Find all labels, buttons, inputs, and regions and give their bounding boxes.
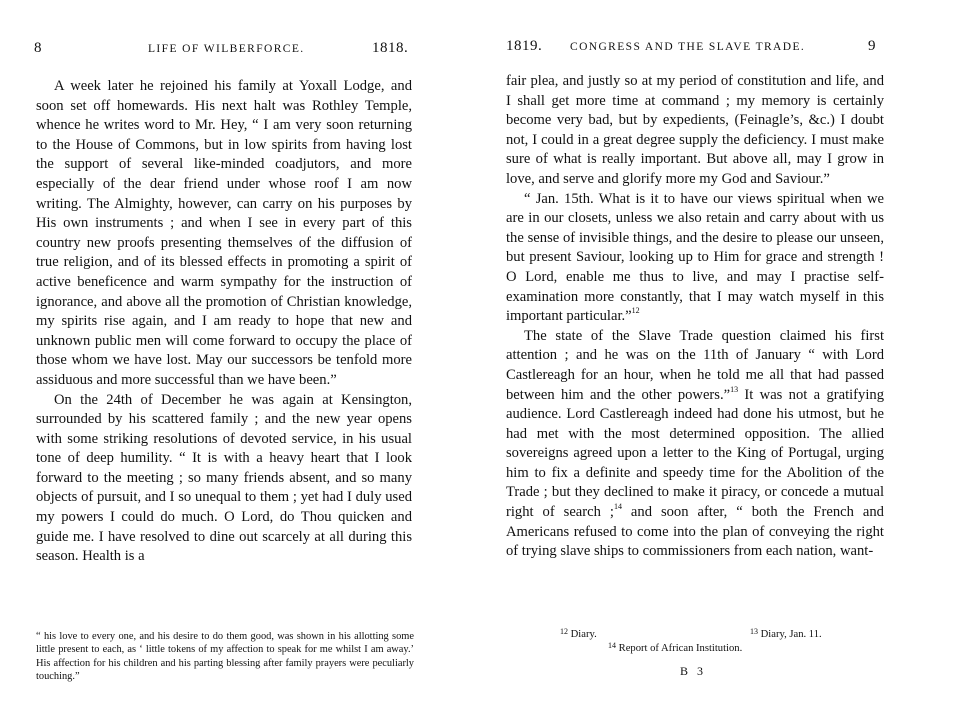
right-paragraph-2: [506, 190, 884, 327]
footnote-row-2: [506, 642, 884, 656]
footnote-12-number: 12: [560, 627, 568, 636]
right-page-header: [490, 38, 980, 60]
right-page-footnotes: [506, 628, 884, 656]
right-paragraph-2-text: “ Jan. 15th. What is it to have our views spiritual when we are in our closets, unless we also retain and carry about with us the sense of invisible things, and the desire to please our unseen, but present Saviour, looking up to Him for grace and strength ! O Lord, enable me thus to live, and may I practise self-examination more constantly, that I may watch myself in this important particular.”: [506, 190, 884, 325]
footnote-ref-13: 13: [730, 384, 739, 394]
right-running-title: CONGRESS AND THE SLAVE TRADE.: [570, 41, 806, 53]
signature-mark: B 3: [680, 664, 707, 678]
footnote-12: [560, 628, 597, 642]
right-page: [490, 0, 980, 705]
right-paragraph-1: fair plea, and justly so at my period of constitution and life, and I shall get more time at command ; my memory is certainly become very bad, but by expedients, (Feinagle’s, &c.) I doubt not, I could in a great degree supply the deficiency. I must make sure of what is really important. But above all, may I grow in love, and serve and glorify more my God and Saviour.”: [506, 73, 884, 187]
left-page-header: [0, 40, 490, 62]
left-footnote-text: “ his love to every one, and his desire to do them good, was shown in his allotting some little present to each, as ‘ little tokens of my affection to speak for me whilst I am away.’ His affection for his children and his parting blessing after family prayers were peculiarly touching.”: [36, 631, 414, 683]
right-page-number: 9: [868, 38, 876, 54]
right-paragraph-3-part-a: The state of the Slave Trade question claimed his first attention ; and he was on the 11th of January “ with Lord Castlereagh for an hour, when he told me all that had passed between him and the other powers.”: [506, 327, 884, 403]
left-page-body: [36, 77, 412, 567]
left-page-year: 1818.: [372, 40, 409, 56]
footnote-13: [750, 628, 822, 642]
left-running-title: LIFE OF WILBERFORCE.: [148, 43, 305, 55]
left-paragraph-1: A week later he rejoined his family at Yoxall Lodge, and soon set off homewards. His next halt was Rothley Temple, whence he writes word to Mr. Hey, “ I am very soon returning to the House of Commons, but in low spirits from having lost the support of several like-minded coadjutors, and more especially of the dear friend under whose roof I am now writing. The Almighty, however, can carry on his purposes by His own instruments ; and when I see in every part of this country new proofs presenting themselves of the diffusion of true religion, and of its blessed effects in promoting a spirit of active beneficence and warm sympathy for the instruction of ignorance, and above all the promotion of Christian knowledge, my spirits rise again, and I am ready to hope that new and unknown public men will come forward to occupy the place of those whom we have lost. May our successors be tenfold more assiduous and more successful than we have been.”: [36, 78, 412, 388]
footnote-ref-12: 12: [631, 306, 640, 316]
footnote-13-text: Diary, Jan. 11.: [760, 629, 822, 640]
footnote-14-number: 14: [608, 641, 616, 650]
footnote-13-number: 13: [750, 627, 758, 636]
left-paragraph-2: On the 24th of December he was again at Kensington, surrounded by his scattered family ; and the new year opens with some striking resolutions of devoted service, in his usual tone of deep humility. “ It is with a heavy heart that I look forward to the meeting ; so many friends absent, and so many objects of pursuit, and I so unequal to them ; yet had I duly used my powers I could do much. O Lord, do Thou quicken and guide me. I have resolved to dine out scarcely at all during this season. Health is a: [36, 391, 412, 565]
right-paragraph-3-part-b: It was not a gratifying audience. Lord Castlereagh indeed had done his utmost, but he had met with the most determined opposition. The allied sovereigns agreed upon a letter to the King of Portugal, urging him to fix a definite and speedy time for the Abolition of the Trade ; but they declined to make it piracy, or concede a mutual right of search ;: [506, 386, 884, 521]
footnote-14: [608, 642, 742, 656]
footnote-12-text: Diary.: [570, 629, 597, 640]
right-page-year: 1819.: [506, 38, 543, 54]
footnote-row-1: [506, 628, 884, 642]
left-page-number: 8: [34, 40, 42, 56]
footnote-ref-14: 14: [613, 502, 622, 512]
left-page-footnote: [36, 630, 414, 684]
footnote-14-text: Report of African Institution.: [618, 643, 743, 654]
right-paragraph-3: [506, 327, 884, 562]
right-page-body: [506, 72, 884, 562]
right-paragraph-3-part-c: and soon after, “ both the French and Americans refused to come into the plan of conveying the right of trying slave ships to commissioners from each nation, want-: [506, 504, 884, 560]
